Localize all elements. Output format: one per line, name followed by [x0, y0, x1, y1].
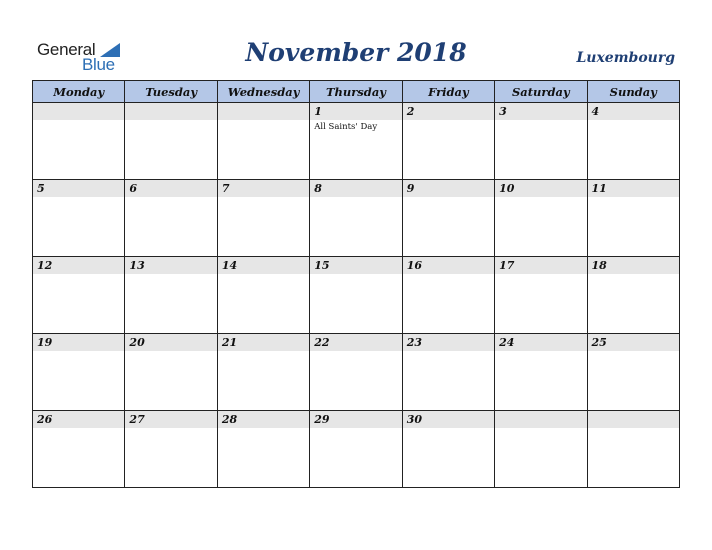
day-cell	[402, 257, 494, 334]
day-number: 24	[495, 334, 586, 351]
day-cell	[310, 103, 402, 180]
day-number: 23	[403, 334, 494, 351]
day-number: 13	[125, 257, 216, 274]
day-cell	[402, 334, 494, 411]
holiday-label	[310, 197, 401, 199]
holiday-label	[495, 120, 586, 122]
day-number	[495, 411, 586, 428]
holiday-label	[588, 428, 679, 430]
holiday-label	[218, 197, 309, 199]
day-cell	[587, 411, 679, 488]
day-cell	[217, 334, 309, 411]
day-number: 15	[310, 257, 401, 274]
holiday-label	[125, 274, 216, 276]
holiday-label	[33, 120, 124, 122]
day-number: 27	[125, 411, 216, 428]
holiday-label	[403, 274, 494, 276]
holiday-label	[218, 274, 309, 276]
weekday-header-row	[33, 81, 680, 103]
holiday-label	[403, 120, 494, 122]
weekday-header: Monday	[33, 81, 125, 103]
day-number: 21	[218, 334, 309, 351]
holiday-label	[218, 120, 309, 122]
holiday-label	[218, 351, 309, 353]
day-number: 5	[33, 180, 124, 197]
day-cell	[125, 180, 217, 257]
week-row	[33, 180, 680, 257]
day-cell	[587, 103, 679, 180]
holiday-label	[403, 197, 494, 199]
day-number: 11	[588, 180, 679, 197]
day-number	[33, 103, 124, 120]
logo-blue-text: Blue	[82, 55, 115, 74]
day-cell	[125, 411, 217, 488]
weekday-header: Saturday	[495, 81, 587, 103]
holiday-label	[495, 351, 586, 353]
day-cell	[310, 411, 402, 488]
day-number: 10	[495, 180, 586, 197]
day-number: 25	[588, 334, 679, 351]
day-cell	[33, 334, 125, 411]
day-number: 3	[495, 103, 586, 120]
day-number: 1	[310, 103, 401, 120]
day-number: 20	[125, 334, 216, 351]
holiday-label	[310, 351, 401, 353]
day-cell	[217, 103, 309, 180]
day-number: 2	[403, 103, 494, 120]
day-cell	[217, 411, 309, 488]
holiday-label	[310, 428, 401, 430]
day-number: 22	[310, 334, 401, 351]
day-cell	[125, 103, 217, 180]
day-cell	[217, 180, 309, 257]
holiday-label	[125, 351, 216, 353]
day-cell	[402, 411, 494, 488]
holiday-label	[588, 197, 679, 199]
day-number: 29	[310, 411, 401, 428]
day-cell	[33, 411, 125, 488]
holiday-label	[125, 120, 216, 122]
calendar-grid	[32, 80, 680, 488]
day-cell	[587, 257, 679, 334]
holiday-label	[588, 351, 679, 353]
day-cell	[33, 257, 125, 334]
day-number: 6	[125, 180, 216, 197]
calendar-title: November 2018	[245, 38, 467, 67]
day-number: 18	[588, 257, 679, 274]
day-number: 8	[310, 180, 401, 197]
holiday-label	[33, 351, 124, 353]
day-number	[125, 103, 216, 120]
day-number: 30	[403, 411, 494, 428]
day-cell	[125, 257, 217, 334]
holiday-label	[33, 428, 124, 430]
weekday-header: Tuesday	[125, 81, 217, 103]
week-row	[33, 411, 680, 488]
day-number: 14	[218, 257, 309, 274]
holiday-label	[495, 197, 586, 199]
day-cell	[402, 180, 494, 257]
day-cell	[495, 411, 587, 488]
day-cell	[33, 103, 125, 180]
day-cell	[495, 257, 587, 334]
holiday-label	[588, 120, 679, 122]
day-cell	[402, 103, 494, 180]
day-cell	[125, 334, 217, 411]
holiday-label	[125, 197, 216, 199]
day-cell	[495, 103, 587, 180]
week-row	[33, 334, 680, 411]
country-name: Luxembourg	[576, 50, 675, 66]
holiday-label	[495, 428, 586, 430]
weekday-header: Sunday	[587, 81, 679, 103]
day-cell	[310, 334, 402, 411]
day-cell	[587, 334, 679, 411]
weekday-header: Wednesday	[217, 81, 309, 103]
day-cell	[495, 180, 587, 257]
day-cell	[495, 334, 587, 411]
holiday-label	[33, 274, 124, 276]
day-number	[588, 411, 679, 428]
holiday-label	[495, 274, 586, 276]
day-number: 28	[218, 411, 309, 428]
day-number	[218, 103, 309, 120]
weekday-header: Friday	[402, 81, 494, 103]
day-number: 26	[33, 411, 124, 428]
day-number: 4	[588, 103, 679, 120]
weekday-header: Thursday	[310, 81, 402, 103]
day-cell	[587, 180, 679, 257]
week-row	[33, 103, 680, 180]
day-number: 19	[33, 334, 124, 351]
day-number: 17	[495, 257, 586, 274]
day-number: 12	[33, 257, 124, 274]
week-row	[33, 257, 680, 334]
day-cell	[310, 257, 402, 334]
day-cell	[33, 180, 125, 257]
holiday-label	[403, 351, 494, 353]
holiday-label	[310, 274, 401, 276]
holiday-label	[588, 274, 679, 276]
holiday-label: All Saints' Day	[314, 122, 378, 132]
day-cell	[217, 257, 309, 334]
day-cell	[310, 180, 402, 257]
day-number: 9	[403, 180, 494, 197]
holiday-label	[403, 428, 494, 430]
day-number: 7	[218, 180, 309, 197]
holiday-label	[218, 428, 309, 430]
day-number: 16	[403, 257, 494, 274]
holiday-label	[125, 428, 216, 430]
logo-general-text: General	[37, 40, 96, 59]
holiday-label	[33, 197, 124, 199]
